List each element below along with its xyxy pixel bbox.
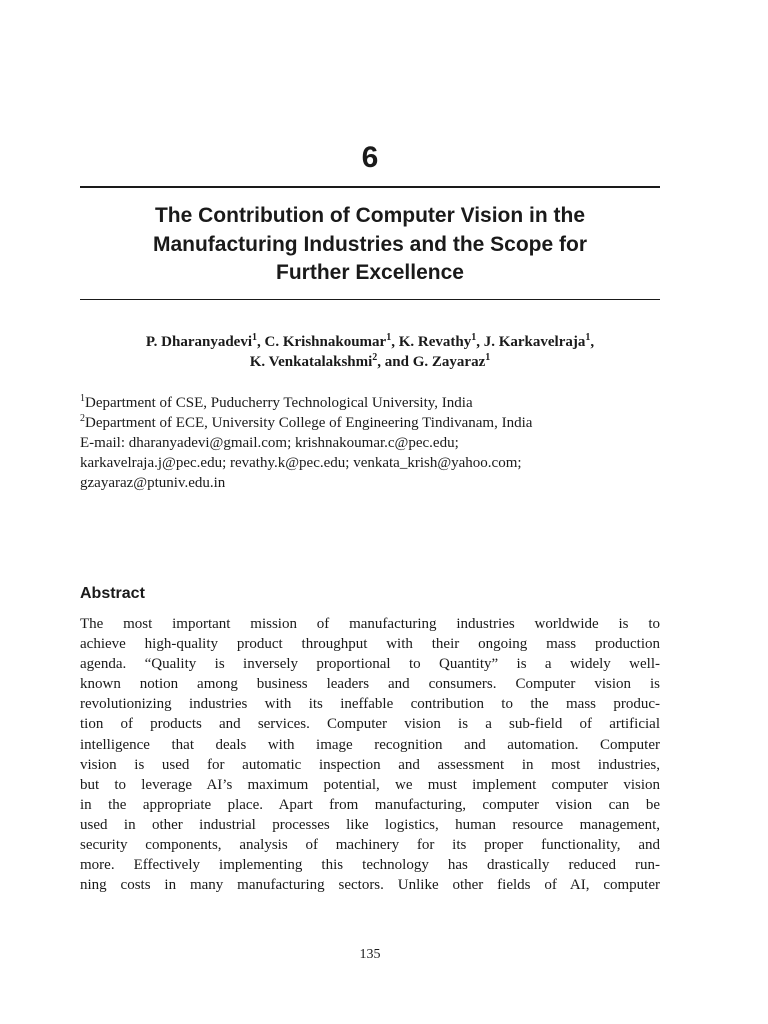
author-name: K. Venkatalakshmi bbox=[249, 354, 373, 370]
abstract-line: used in other industrial processes like logistics, human resource management, bbox=[80, 816, 660, 833]
author-separator: , bbox=[590, 334, 595, 350]
affiliation-text: Department of ECE, University College of Engineering Tindivanam, India bbox=[85, 415, 533, 431]
abstract-line: in the appropriate place. Apart from manufacturing, computer vision can be bbox=[80, 796, 660, 813]
book-page bbox=[80, 0, 660, 1024]
chapter-title bbox=[80, 202, 660, 288]
email-line: gzayaraz@ptuniv.edu.in bbox=[80, 475, 226, 491]
email-line: karkavelraja.j@pec.edu; revathy.k@pec.edu; venkata_krish@yahoo.com; bbox=[80, 455, 522, 471]
abstract-line: revolutionizing industries with its ineffable contribution to the mass produc- bbox=[80, 696, 660, 713]
chapter-title-line: Further Excellence bbox=[276, 261, 464, 284]
abstract-line: more. Effectively implementing this technology has drastically reduced run- bbox=[80, 857, 660, 874]
abstract-line: The most important mission of manufacturing industries worldwide is to bbox=[80, 616, 660, 632]
affiliation-text: Department of CSE, Puducherry Technological University, India bbox=[85, 395, 473, 411]
author-separator: , bbox=[476, 334, 484, 350]
abstract-line: achieve high-quality product throughput with their ongoing mass production bbox=[80, 636, 660, 653]
affiliation-mark: 2 bbox=[80, 413, 85, 424]
abstract-heading: Abstract bbox=[80, 585, 145, 602]
author-name: G. Zayaraz bbox=[412, 354, 486, 370]
author-name: C. Krishnakoumar bbox=[264, 334, 387, 350]
affiliation bbox=[80, 413, 660, 433]
chapter-title-line: Manufacturing Industries and the Scope for bbox=[152, 232, 588, 256]
page-number: 135 bbox=[359, 947, 381, 962]
chapter-number: 6 bbox=[361, 141, 379, 174]
author-name: K. Revathy bbox=[398, 334, 472, 350]
author-line bbox=[80, 352, 660, 372]
abstract-line: tion of products and services. Computer vision is a sub-field of artificial bbox=[80, 716, 660, 733]
abstract-line: agenda. “Quality is inversely proportional to Quantity” is a widely well- bbox=[80, 656, 660, 673]
abstract-body bbox=[80, 614, 660, 895]
author-separator: , bbox=[391, 334, 399, 350]
email-line: E-mail: dharanyadevi@gmail.com; krishnakoumar.c@pec.edu; bbox=[80, 435, 459, 451]
author-name: P. Dharanyadevi bbox=[145, 334, 253, 350]
abstract-line: security components, analysis of machinery for its proper functionality, and bbox=[80, 837, 660, 854]
author-affiliation-mark: 1 bbox=[585, 332, 591, 343]
author-affiliation-mark: 1 bbox=[485, 352, 491, 363]
author-separator: , bbox=[257, 334, 265, 350]
affiliation-block bbox=[80, 393, 660, 493]
author-name: J. Karkavelraja bbox=[483, 334, 586, 350]
abstract-line: ning costs in many manufacturing sectors. Unlike other fields of AI, computer bbox=[80, 877, 660, 894]
author-line bbox=[80, 332, 660, 352]
author-separator: , and bbox=[377, 354, 413, 370]
abstract-line: known notion among business leaders and consumers. Computer vision is bbox=[80, 676, 660, 693]
author-affiliation-mark: 1 bbox=[386, 332, 392, 343]
title-rule-top bbox=[80, 186, 660, 188]
abstract-line: but to leverage AI’s maximum potential, we must implement computer vision bbox=[80, 776, 660, 793]
chapter-title-line: The Contribution of Computer Vision in the bbox=[154, 204, 586, 227]
author-affiliation-mark: 2 bbox=[372, 352, 378, 363]
author-list bbox=[80, 332, 660, 372]
author-affiliation-mark: 1 bbox=[252, 332, 258, 343]
affiliation-mark: 1 bbox=[80, 393, 85, 404]
abstract-line: vision is used for automatic inspection and assessment in most industries, bbox=[80, 756, 660, 773]
affiliation bbox=[80, 393, 660, 413]
title-rule-bottom bbox=[80, 299, 660, 300]
author-affiliation-mark: 1 bbox=[471, 332, 477, 343]
abstract-line: intelligence that deals with image recognition and automation. Computer bbox=[80, 736, 660, 753]
